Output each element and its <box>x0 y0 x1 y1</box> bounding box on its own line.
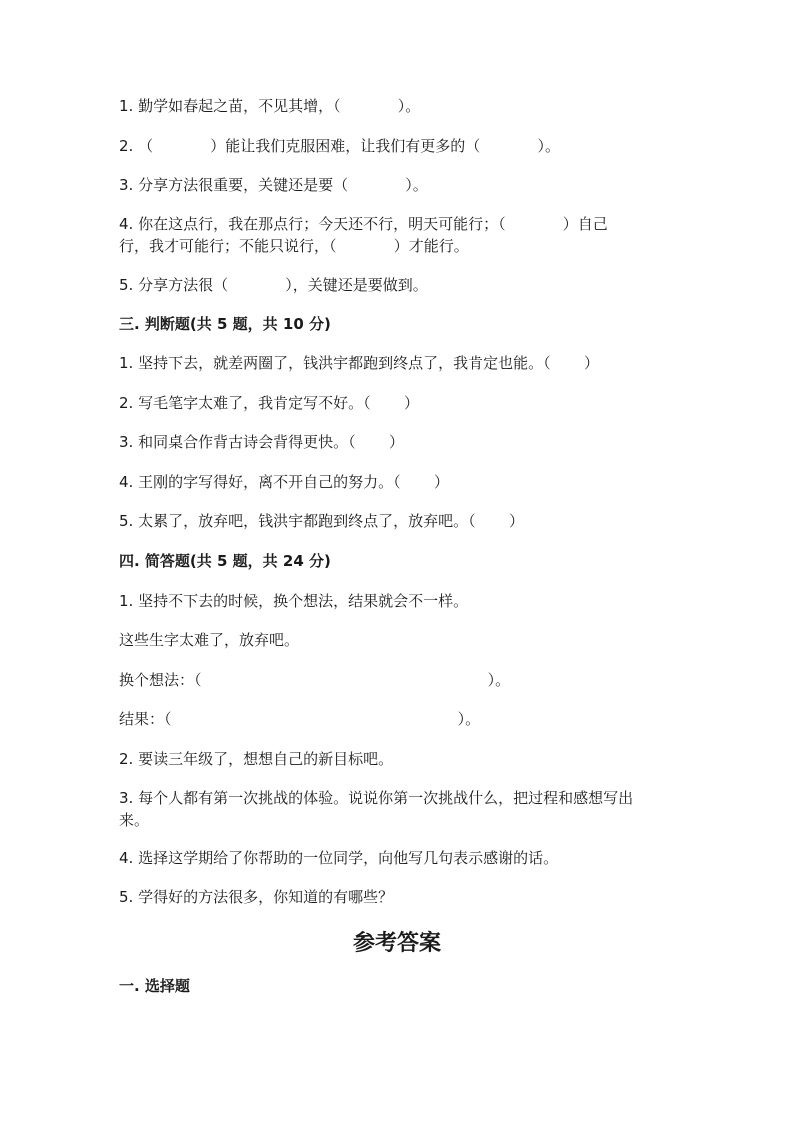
answer-key-title: 参考答案 <box>352 930 441 956</box>
answer-key-section-heading: 一. 选择题 <box>119 977 190 995</box>
short-answer-section-heading: 四. 简答题(共 5 题，共 24 分) <box>119 552 331 570</box>
fill-question-5: 5. 分享方法很（ ），关键还是要做到。 <box>119 276 428 294</box>
short-answer-q1-prompt: 这些生字太难了，放弃吧。 <box>119 631 300 649</box>
short-answer-question-3-line-2: 来。 <box>119 811 150 829</box>
short-answer-question-4: 4. 选择这学期给了你帮助的一位同学，向他写几句表示感谢的话。 <box>119 849 559 867</box>
fill-question-1: 1. 勤学如春起之苗，不见其增，（ ）。 <box>119 97 421 115</box>
judge-question-5: 5. 太累了，放弃吧，钱洪宇都跑到终点了，放弃吧。（ ） <box>119 512 524 530</box>
judge-question-4: 4. 王刚的字写得好，离不开自己的努力。（ ） <box>119 473 449 491</box>
short-answer-q1-result: 结果：（ ）。 <box>119 710 481 728</box>
short-answer-q1-new-idea: 换个想法：（ ）。 <box>119 671 511 689</box>
short-answer-question-1: 1. 坚持不下去的时候，换个想法，结果就会不一样。 <box>119 592 469 610</box>
judge-section-heading: 三. 判断题(共 5 题，共 10 分) <box>119 315 331 333</box>
judge-question-1: 1. 坚持下去，就差两圈了，钱洪宇都跑到终点了，我肯定也能。（ ） <box>119 354 599 372</box>
fill-question-2: 2. （ ）能让我们克服困难，让我们有更多的（ ）。 <box>119 137 561 155</box>
fill-question-3: 3. 分享方法很重要，关键还是要（ ）。 <box>119 176 428 194</box>
judge-question-3: 3. 和同桌合作背古诗会背得更快。（ ） <box>119 433 404 451</box>
fill-question-4-line-1: 4. 你在这点行，我在那点行；今天还不行，明天可能行；（ ）自己 <box>119 215 608 233</box>
judge-question-2: 2. 写毛笔字太难了，我肯定写不好。（ ） <box>119 394 419 412</box>
short-answer-question-2: 2. 要读三年级了，想想自己的新目标吧。 <box>119 750 394 768</box>
short-answer-question-3-line-1: 3. 每个人都有第一次挑战的体验。说说你第一次挑战什么，把过程和感想写出 <box>119 789 634 807</box>
fill-question-4-line-2: 行，我才可能行；不能只说行，（ ）才能行。 <box>119 237 469 255</box>
short-answer-question-5: 5. 学得好的方法很多，你知道的有哪些？ <box>119 888 394 906</box>
